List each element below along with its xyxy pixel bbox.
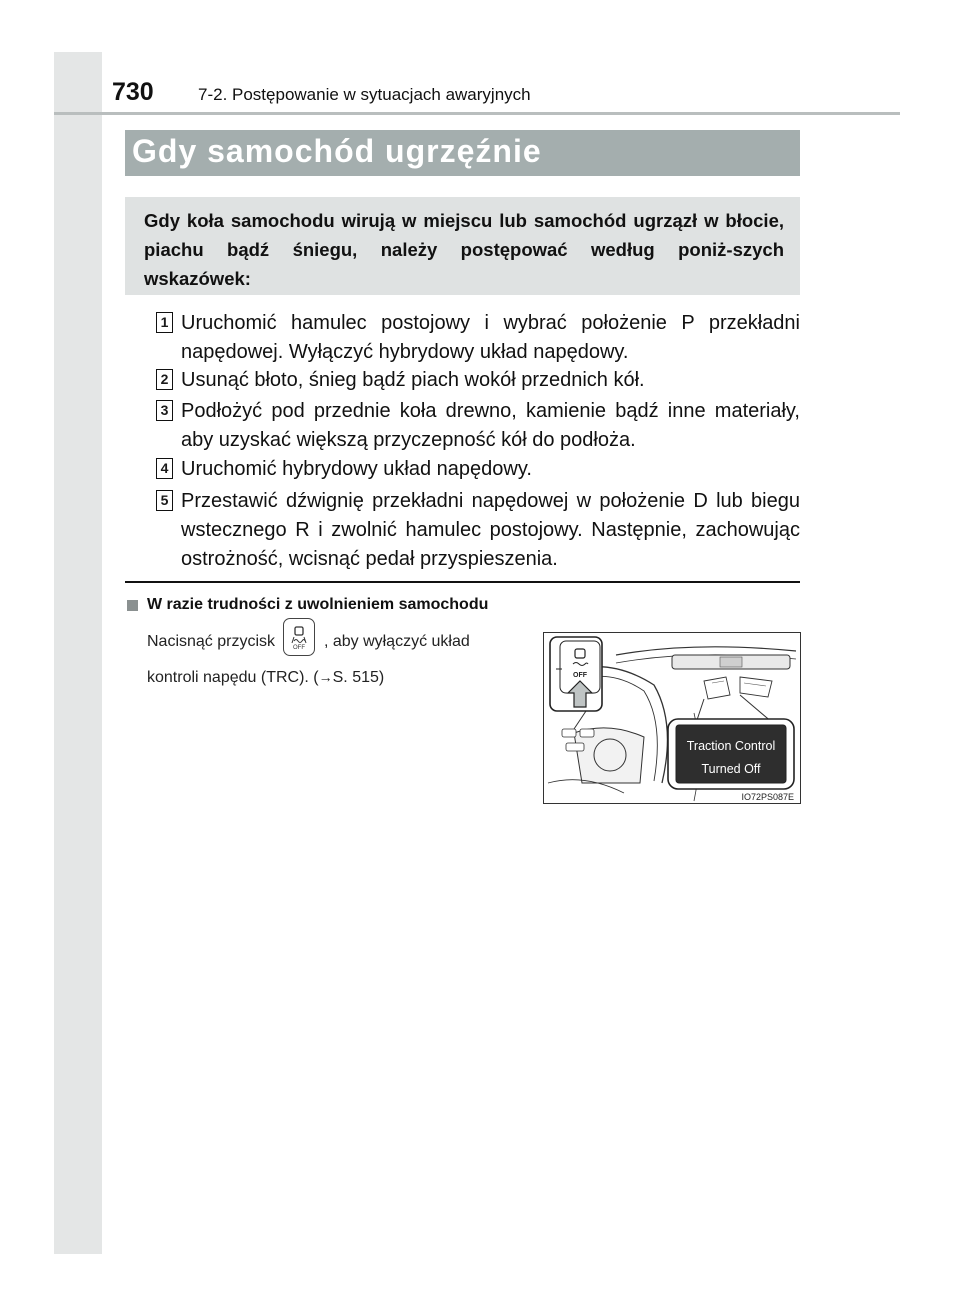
square-bullet-icon <box>127 600 138 611</box>
step-5 <box>156 487 800 574</box>
section-header: 7-2. Postępowanie w sytuacjach awaryjnych <box>198 85 531 104</box>
display-text-line-2: Turned Off <box>701 762 761 776</box>
note-text-line-2 <box>147 669 384 687</box>
header-rule <box>54 112 900 115</box>
step-number: 4 <box>156 458 173 479</box>
note-text: , aby wyłączyć układ <box>323 633 470 651</box>
dashboard-illustration <box>543 632 801 804</box>
page-title: Gdy samochód ugrzęźnie <box>132 133 542 169</box>
step-4 <box>156 455 800 484</box>
note-heading: W razie trudności z uwolnieniem samochodu <box>147 596 489 613</box>
step-text: Podłożyć pod przednie koła drewno, kamienie bądź inne materiały, aby uzyskać większą przyczepność kół do podłoża. <box>181 400 800 451</box>
step-number: 3 <box>156 400 173 421</box>
note-text: kontroli napędu (TRC). ( <box>147 669 319 686</box>
page-margin-band <box>54 52 102 1254</box>
step-2 <box>156 366 800 395</box>
illustration-button-label: OFF <box>573 672 587 679</box>
trc-off-button-icon <box>283 618 315 656</box>
page-reference-link[interactable]: S. 515) <box>332 669 385 686</box>
arrow-icon: → <box>318 669 333 685</box>
step-number: 2 <box>156 369 173 390</box>
page-number: 730 <box>112 78 154 106</box>
button-icon-label: OFF <box>293 645 306 651</box>
step-number: 1 <box>156 312 173 333</box>
step-number: 5 <box>156 490 173 511</box>
step-text: Usunąć błoto, śnieg bądź piach wokół przednich kół. <box>181 369 645 391</box>
intro-text: Gdy koła samochodu wirują w miejscu lub samochód ugrzązł w błocie, piachu bądź śniegu, należy postępować według poniż-szych wskazówek: <box>144 210 784 289</box>
step-text: Uruchomić hamulec postojowy i wybrać położenie P przekładni napędowej. Wyłączyć hybrydowy układ napędowy. <box>181 312 800 363</box>
note-text: Nacisnąć przycisk <box>147 633 276 651</box>
step-3 <box>156 397 800 455</box>
step-text: Przestawić dźwignię przekładni napędowej w położenie D lub biegu wstecznego R i zwolnić hamulec postojowy. Następnie, zachowując ostrożność, wcisnąć pedał przyspieszenia. <box>181 490 800 570</box>
illustration-code: IO72PS087E <box>741 792 794 802</box>
note-text-line-1 <box>147 628 470 656</box>
section-divider <box>125 581 800 583</box>
step-text: Uruchomić hybrydowy układ napędowy. <box>181 458 532 480</box>
display-text-line-1: Traction Control <box>686 739 776 753</box>
step-1 <box>156 309 800 367</box>
